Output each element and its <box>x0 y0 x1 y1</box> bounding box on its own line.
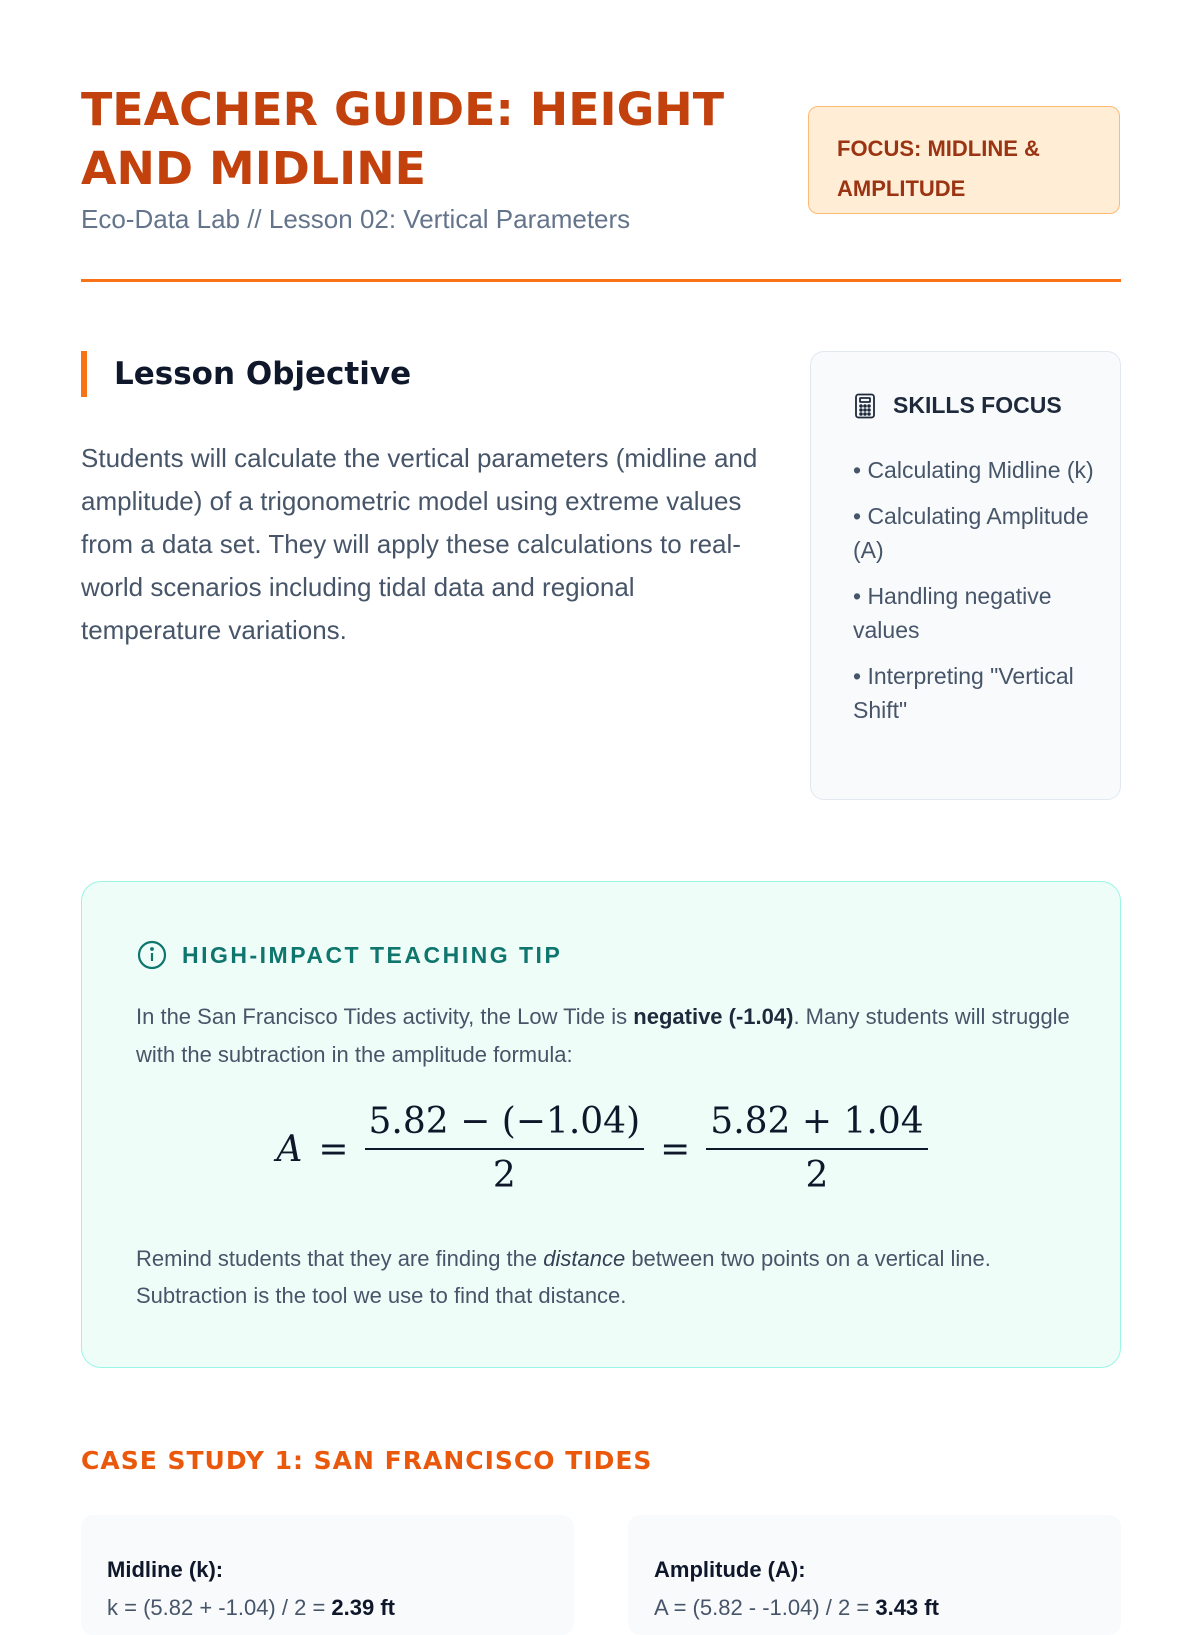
skills-item: • Interpreting "Vertical Shift" <box>853 663 1074 723</box>
tip-reminder-start: Remind students that they are finding the <box>136 1246 544 1271</box>
fraction-2-numerator: 5.82 + 1.04 <box>706 1102 927 1150</box>
tip-intro-end: . Many students will struggle with the subtraction in the amplitude formula: <box>136 1004 1070 1067</box>
page-subtitle: Eco-Data Lab // Lesson 02: Vertical Parameters <box>81 204 631 234</box>
tip-reminder-text <box>136 1240 1076 1314</box>
amplitude-card <box>628 1515 1121 1635</box>
info-icon <box>136 939 168 971</box>
teaching-tip-card <box>81 881 1121 1368</box>
midline-result: 2.39 ft <box>331 1595 395 1620</box>
teacher-guide-page <box>81 0 1121 1620</box>
skills-focus-card <box>810 351 1121 800</box>
objective-text: Students will calculate the vertical parameters (midline and amplitude) of a trigonometric model using extreme values from a data set. They will apply these calculations to real-world scenarios including tidal data and regional temperature variations. <box>81 443 758 645</box>
fraction-1-denominator: 2 <box>492 1155 516 1196</box>
tip-intro-text <box>136 998 1076 1074</box>
amplitude-expression: A = (5.82 - -1.04) / 2 = <box>654 1595 876 1620</box>
tip-header <box>136 939 562 971</box>
formula-fraction-2 <box>706 1102 927 1196</box>
header-divider <box>81 279 1121 282</box>
skills-title: SKILLS FOCUS <box>893 392 1062 418</box>
skills-item: • Calculating Amplitude (A) <box>853 503 1089 563</box>
tip-intro-start: In the San Francisco Tides activity, the Low Tide is <box>136 1004 634 1029</box>
skills-item: • Handling negative values <box>853 583 1052 643</box>
skills-item: • Calculating Midline (k) <box>853 457 1094 483</box>
objective-title: Lesson Objective <box>114 356 412 392</box>
focus-badge: FOCUS: MIDLINE & AMPLITUDE <box>808 106 1120 214</box>
page-title: TEACHER GUIDE: HEIGHT AND MIDLINE <box>81 83 725 195</box>
calculator-icon <box>853 393 877 419</box>
skills-list <box>853 453 1103 739</box>
tip-intro-emphasis: negative (-1.04) <box>633 1004 794 1029</box>
midline-card <box>81 1515 574 1635</box>
case-study-title: CASE STUDY 1: SAN FRANCISCO TIDES <box>81 1446 653 1475</box>
amplitude-calculation <box>654 1595 939 1621</box>
midline-label: Midline (k): <box>107 1557 224 1582</box>
formula-equals: = <box>318 1128 349 1170</box>
tip-reminder-emphasis: distance <box>543 1246 626 1271</box>
amplitude-result: 3.43 ft <box>875 1595 939 1620</box>
fraction-1-numerator: 5.82 − (−1.04) <box>365 1102 645 1150</box>
tip-title: HIGH-IMPACT TEACHING TIP <box>182 941 563 968</box>
amplitude-formula <box>82 1099 1122 1199</box>
formula-equals: = <box>660 1128 691 1170</box>
skills-header <box>853 392 1062 419</box>
midline-expression: k = (5.82 + -1.04) / 2 = <box>107 1595 332 1620</box>
midline-calculation <box>107 1595 395 1621</box>
objective-accent-bar <box>81 351 87 397</box>
formula-fraction-1 <box>365 1102 645 1196</box>
tip-reminder-end: between two points on a vertical line. Subtraction is the tool we use to find that distance. <box>136 1246 991 1308</box>
formula-variable: A <box>276 1128 303 1170</box>
amplitude-label: Amplitude (A): <box>654 1557 806 1582</box>
fraction-2-denominator: 2 <box>805 1155 829 1196</box>
